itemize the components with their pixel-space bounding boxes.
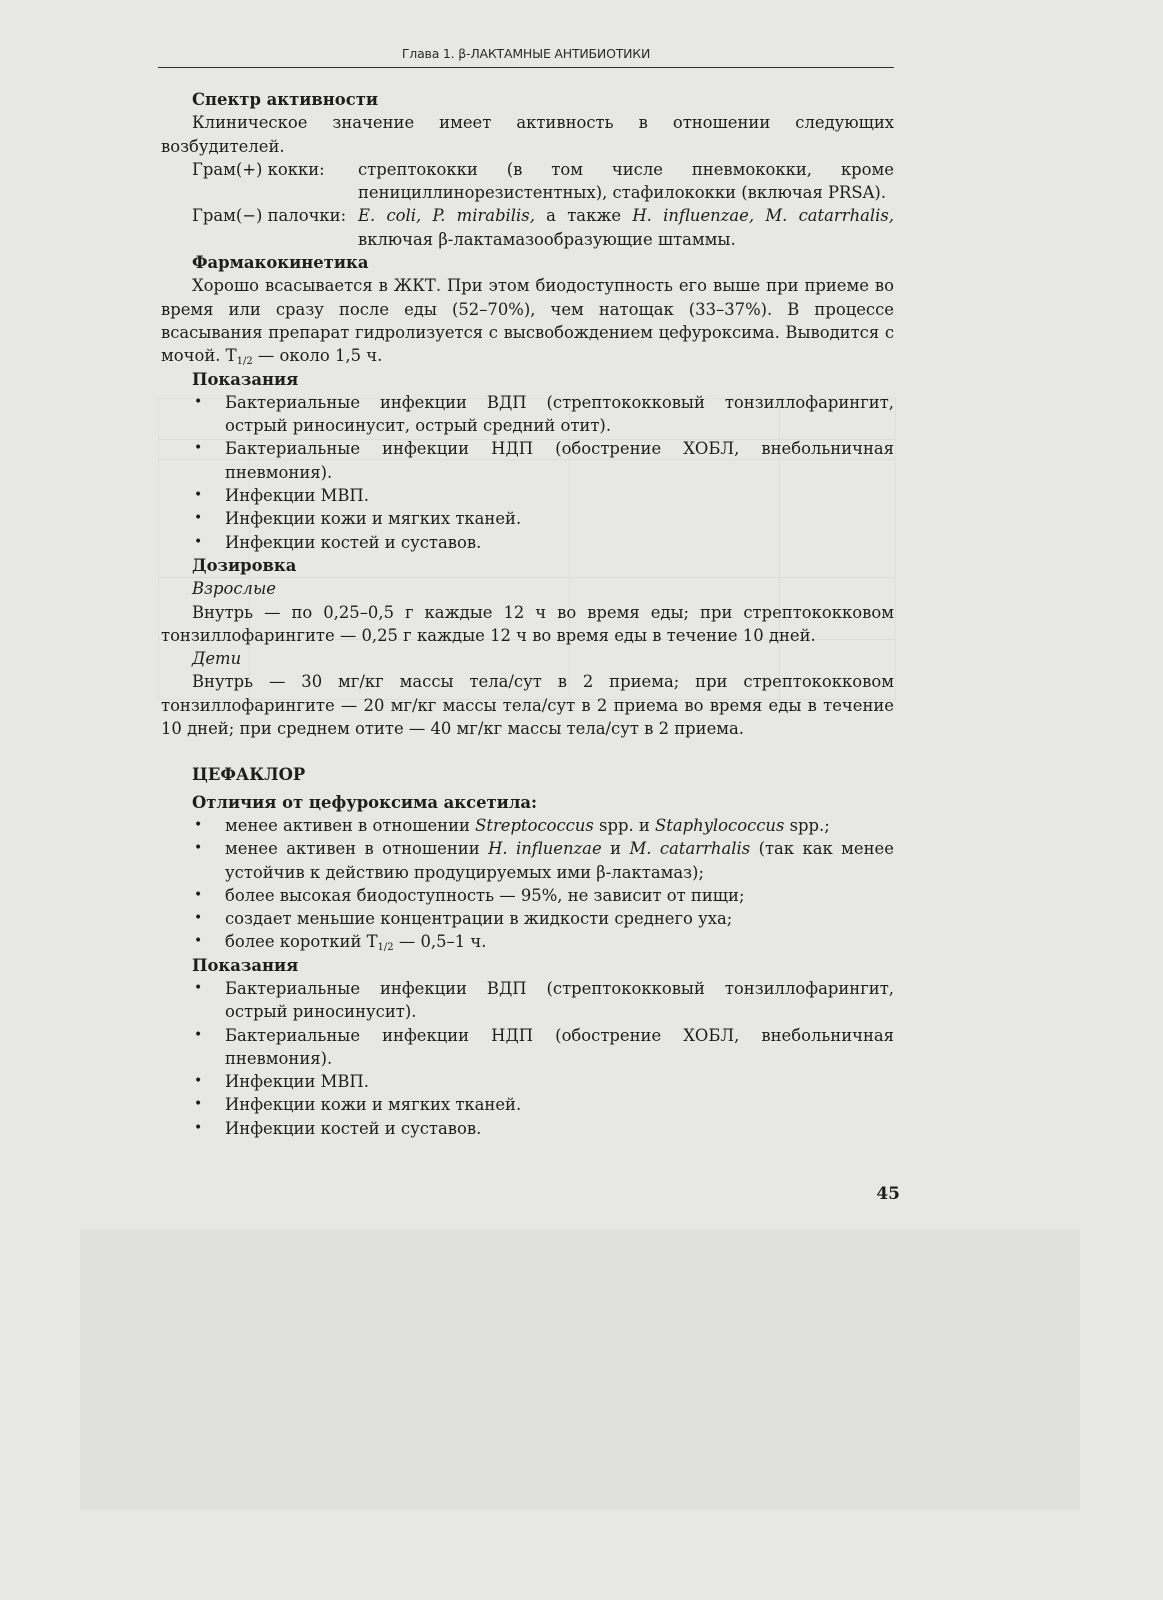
dosage-adults-text: Внутрь — по 0,25–0,5 г каждые 12 ч во время еды; при стрептококковом тонзиллофарингите — 0,25 г каждые 12 ч во время еды в течение 10 дней. [161, 602, 894, 645]
gram-negative-rest: включая β-лактамазообразующие штаммы. [358, 229, 736, 249]
list-item: • менее активен в отношении Streptococcus spp. и Staphylococcus spp.; [161, 814, 894, 837]
pharmacokinetics-heading: Фармакокинетика [192, 253, 369, 273]
gram-positive-text: стрептококки (в том числе пневмококки, кроме пенициллинорезистентных), стафилококки (включая PRSA). [358, 159, 894, 203]
spectrum-heading: Спектр активности [192, 90, 379, 109]
gram-negative-species: E. coli, P. mirabilis, [358, 206, 535, 226]
dosage-children-text: Внутрь — 30 мг/кг массы тела/сут в 2 приема; при стрептококковом тонзиллофарингите — 20 мг/кг массы тела/сут в 2 приема во время еды в течение 10 дней; при среднем отите — 40 мг/кг массы тела/сут в 2 приема. [161, 672, 894, 739]
list-item: • Инфекции МВП. [161, 1070, 894, 1093]
indications-heading: Показания [192, 369, 299, 389]
cefaclor-indications-heading: Показания [192, 955, 299, 975]
list-item: • Бактериальные инфекции НДП (обострение ХОБЛ, внебольничная пневмония). [161, 437, 894, 484]
pk-half-life-sub: 1/2 [236, 356, 253, 368]
list-item: • создает меньшие концентрации в жидкости среднего уха; [161, 907, 894, 930]
list-item: • более высокая биодоступность — 95%, не зависит от пищи; [161, 884, 894, 907]
pharmacokinetics-text [161, 274, 894, 367]
gram-negative-text [358, 204, 894, 251]
gram-negative-row [161, 204, 894, 251]
list-item: • Инфекции кожи и мягких тканей. [161, 507, 894, 530]
gram-negative-also: а также [534, 206, 633, 226]
list-item: • Инфекции кожи и мягких тканей. [161, 1093, 894, 1116]
gram-negative-species-2: H. influenzae, M. catarrhalis, [632, 206, 895, 226]
list-item: • Бактериальные инфекции ВДП (стрептококковый тонзиллофарингит, острый риносинусит). [161, 977, 894, 1024]
cefaclor-heading: ЦЕФАКЛОР [192, 765, 306, 785]
cefaclor-differences-heading: Отличия от цефуроксима аксетила: [192, 792, 538, 812]
cefaclor-indications-list [161, 977, 894, 1140]
scan-shading [80, 1230, 1080, 1510]
pk-text-after: — около 1,5 ч. [252, 346, 383, 366]
header-rule [158, 67, 894, 68]
list-item: • Инфекции МВП. [161, 484, 894, 507]
gram-negative-label: Грам(−) палочки: [192, 206, 347, 226]
list-item: • Бактериальные инфекции НДП (обострение ХОБЛ, внебольничная пневмония). [161, 1024, 894, 1071]
dosage-children-label: Дети [192, 649, 242, 669]
indications-list [161, 391, 894, 554]
dosage-heading: Дозировка [192, 555, 297, 575]
running-head: Глава 1. β-ЛАКТАМНЫЕ АНТИБИОТИКИ [401, 46, 651, 61]
page-content [161, 88, 894, 1140]
pk-text-before: Хорошо всасывается в ЖКТ. При этом биодоступность его выше при приеме во время или сразу после еды (52–70%), чем натощак (33–37%). В процессе всасывания препарат гидролизуется с высвобождением цефуроксима. Выводится с мочой. T [161, 276, 894, 366]
list-item: • менее активен в отношении H. influenzae и M. catarrhalis (так как менее устойчив к действию продуцируемых ими β-лактамаз); [161, 837, 894, 884]
list-item: • более короткий $T_{1/2}$ — 0,5–1 ч. [161, 930, 894, 953]
spectrum-intro: Клиническое значение имеет активность в отношении следующих возбудителей. [161, 113, 894, 156]
list-item: • Инфекции костей и суставов. [161, 531, 894, 554]
list-item: • Бактериальные инфекции ВДП (стрептококковый тонзиллофарингит, острый риносинусит, острый средний отит). [161, 391, 894, 438]
page-number: 45 [876, 1184, 900, 1204]
gram-positive-row [161, 158, 894, 205]
dosage-adults-label: Взрослые [192, 579, 277, 599]
gram-positive-label: Грам(+) кокки: [192, 159, 325, 179]
cefaclor-differences-list [161, 814, 894, 954]
list-item: • Инфекции костей и суставов. [161, 1117, 894, 1140]
